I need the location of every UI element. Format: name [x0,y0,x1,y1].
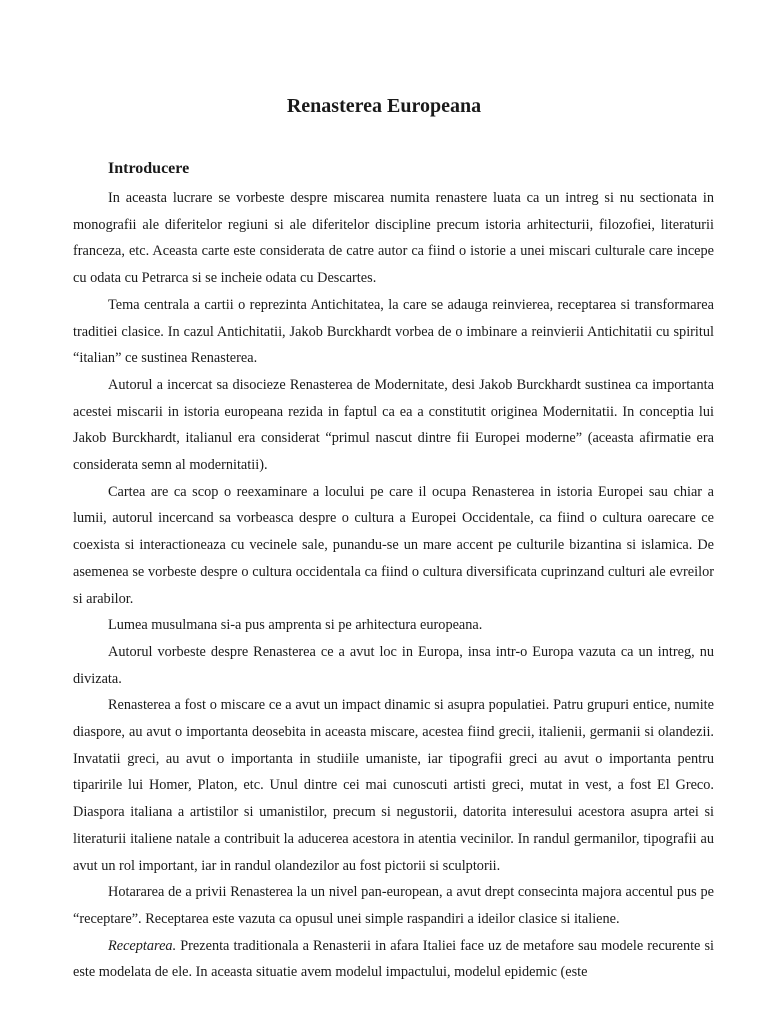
paragraph: Autorul a incercat sa disocieze Renasterea de Modernitate, desi Jakob Burckhardt sustinea ca importanta acestei miscarii in istoria europeana rezida in faptul ca ea a constitutit originea Modernitatii. In conceptia lui Jakob Burckhardt, italianul era considerat “primul nascut dintre fii Europei moderne” (aceasta afirmatie era considerata semn al modernitatii). [73,376,714,474]
italic-lead: Receptarea. [108,937,177,954]
paragraph: Renasterea a fost o miscare ce a avut un impact dinamic si asupra populatiei. Patru grupuri entice, numite diaspore, au avut o importanta deosebita in aceasta miscare, acestea fiind grecii, italienii, germanii si olandezii. Invatatii greci, au avut o importanta in studiile umaniste, iar tipografii greci au avut o importanta pentru tiparirile lui Homer, Platon, etc. Unul dintre cei mai cunoscuti artisti greci, mutat in vest, a fost El Greco. Diaspora italiana a artistilor si umanistilor, precum si negustorii, datorita interesului acestora asupra artei si literaturii italiene natale a contribuit la aducerea acestora in atentia vecinilor. In randul germanilor, tipografii au avut un rol important, iar in randul olandezilor au fost pictorii si sculptorii. [73,697,714,874]
paragraph: Hotararea de a privii Renasterea la un nivel pan-european, a avut drept consecinta majora accentul pus pe “receptare”. Receptarea este vazuta ca opusul unei simple raspandiri a ideilor clasice si italiene. [73,884,714,927]
paragraph: Tema centrala a cartii o reprezinta Antichitatea, la care se adauga reinvierea, receptarea si transformarea traditiei clasice. In cazul Antichitatii, Jakob Burckhardt vorbea de o imbinare a reinvierii Antichitatii cu spiritul “italian” ce sustinea Renasterea. [73,296,714,367]
paragraph: Lumea musulmana si-a pus amprenta si pe arhitectura europeana. [108,617,483,634]
section-heading: Introducere [108,160,190,177]
paragraph: Autorul vorbeste despre Renasterea ce a avut loc in Europa, insa intr-o Europa vazuta ca un intreg, nu divizata. [73,643,714,687]
paragraph-text: Prezenta traditionala a Renasterii in afara Italiei face uz de metafore sau modele recurente si este modelata de ele. In aceasta situatie avem modelul impactului, modelul epidemic (este [73,937,714,981]
paragraph: Cartea are ca scop o reexaminare a locului pe care il ocupa Renasterea in istoria Europei sau chiar a lumii, autorul incercand sa vorbeasca despre o cultura a Europei Occidentale, ca fiind o cultura oarecare ce coexista si interactioneaza cu vecinele sale, punandu-se un mare accent pe culturile bizantina si islamica. De asemenea se vorbeste despre o cultura occidentala ca fiind o cultura diversificata cuprinzand culturi ale evreilor si arabilor. [73,483,714,607]
document-body [73,185,714,986]
paragraph: In aceasta lucrare se vorbeste despre miscarea numita renastere luata ca un intreg si nu sectionata in monografii ale diferitelor regiuni si ale diferitelor discipline precum istoria arhitecturii, filozofiei, literaturii franceza, etc. Aceasta carte este considerata de catre autor ca fiind o istorie a unei miscari culturale care incepe cu odata cu Petrarca si se incheie odata cu Descartes. [73,190,714,287]
paragraph-last [73,933,714,986]
document-title: Renasterea Europeana [286,95,482,117]
